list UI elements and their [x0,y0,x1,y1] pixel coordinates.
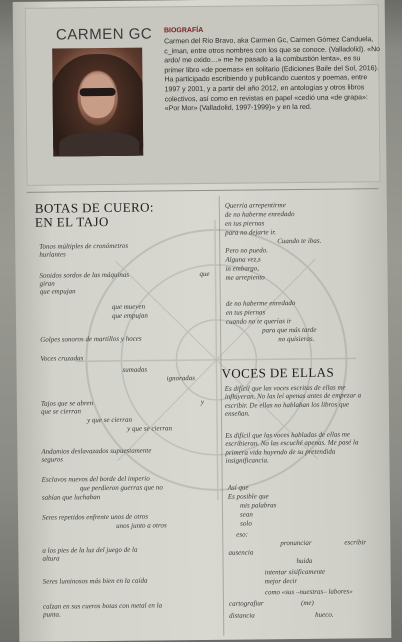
poem-line: solo [240,519,252,528]
section-divider [27,188,379,193]
poem-line: y que se cierran [127,424,173,433]
author-name: CARMEN GC [55,25,153,44]
poem-line: que mueven [111,302,146,311]
poem-paragraph: Es difícil que las voces escritas de ellas me influyeran. No las leí apenas antes de empezar a escribir. De ellas no hablaban los libros que enseñan. [224,383,362,418]
poem-line: Cuando te ibas. [277,236,322,246]
poem-line: pronunciar [280,538,312,548]
poem-line: huida [296,556,313,566]
poem-line: sumadas [122,365,148,374]
poem-line: escribir [344,538,367,547]
poem-line: Es posible que [227,492,269,501]
poem-title-botas [35,200,215,230]
poem-line: sabían que luchaban [41,493,101,502]
poem-line: cartografiar [228,599,264,608]
poem-line: Sonidos sordos de las máquinas [39,270,130,280]
poem-line: Esclavos nuevos del borde del imperio [41,474,150,484]
newspaper-page [13,0,392,642]
poem-line: calzan en sus cueros botas con metal en la [42,601,163,611]
poem-line: en tus piernas [224,219,265,228]
poem-line: Seres luminosos más bien en la caída [42,576,148,586]
biography-box [25,4,381,186]
poem-line: me arrepiento [225,273,265,282]
poem-line: Golpes sonoros de martillos y hoces [40,334,142,344]
poem-line: giran [39,279,55,288]
poem-line: para que más tarde [262,325,317,335]
poem-line: cuando no te querías ir [225,317,292,326]
poem-line: Seres repetidos enfrente unos de otros [42,512,149,522]
poem-line: ausencia [228,548,254,557]
poem-line: Tonos múltiples de cronómetros [39,241,129,251]
poem-line: Querría arrepentirme [224,201,286,210]
poem-line: que empujan [39,287,76,296]
poem-line: hurlantes [39,250,66,259]
poem-line: Pero no puedo. [225,246,269,255]
poem-line: y que se cierran [87,415,132,425]
poem-line: hueco. [315,610,334,619]
poem-line: no quisieras. [278,334,315,344]
poem-line: ignoradas [166,374,196,383]
poem-line: de no haberme enredado [225,299,296,308]
poem-line: Tajos que se abren [40,399,94,408]
poem-line: intentar sísificamente [264,567,326,577]
poem-line: seguros [41,455,64,464]
poem-line: y [200,397,205,407]
poem-line: que empujan [111,311,148,320]
poem-line: que [199,269,210,279]
poem-line: unos junto a otros [116,521,167,530]
poem-line: eso: [236,530,248,539]
poem-paragraph: Es difícil que las voces habladas de ellas me escribieran. No las escuché apenas. Me pasé la primera vida huyendo de su pretendida insignificancia. [225,430,359,465]
poem-line: Alguna vez,s [225,255,261,264]
poem-line: punta. [43,610,61,619]
biography-label: BIOGRAFÍA [163,26,204,35]
poem-line: in embargo, [225,264,260,273]
poem-line: a los pies de la luz del juego de la [42,545,138,555]
poem-line: altura [42,554,60,563]
poem-line: que perdieron guerras que no [79,483,163,493]
poem-line: que se cierran [40,407,82,416]
poem-line: distancia [229,611,255,620]
poem-line: (me) [300,598,314,607]
poem-line: de no haberme enredado [224,210,295,219]
poem-line: sean [239,510,253,519]
poem-line: para no dejarte ir. [225,228,277,237]
poem-line: como «sus –nuestras– labores» [264,587,353,597]
poem-title-line-2: EN EL TAJO [34,213,109,230]
poem-title-voces: VOCES DE ELLAS [221,364,335,381]
poem-title-line-1: BOTAS DE CUERO: [34,199,154,216]
biography-text: Carmen del Río Bravo, aka Carmen Gc, Carmen Gómez Canduela, c_iman, entre otros nombres con los que se conoce. (Valladolid). «No ardo/ me oxido…» me he pasado a la combustión lenta», es su primer libro «de poemas» en solitario (Ediciones Baile del Sol, 2016). Ha participado escribiendo y publicando cuentos y poemas, entre 1997 y 2001, y a partir del año 2012, en antologías y otros libros colectivos, así como en revistas en papel «cedió una «de grapa»: «Por Mor» (Valladolid, 1997-1999)» y en la red. [164,36,381,113]
author-photo [52,48,143,157]
poem-line: mejor decir [264,577,298,586]
poem-line: Así que [227,483,249,492]
poem-line: Andamios deslavazados supuestamente [41,446,152,456]
poem-line: Voces cruzadas [40,354,84,363]
compass-watermark-icon [65,208,368,511]
poem-line: mis palabras [239,501,277,510]
poem-line: en tus piernas [225,308,266,317]
